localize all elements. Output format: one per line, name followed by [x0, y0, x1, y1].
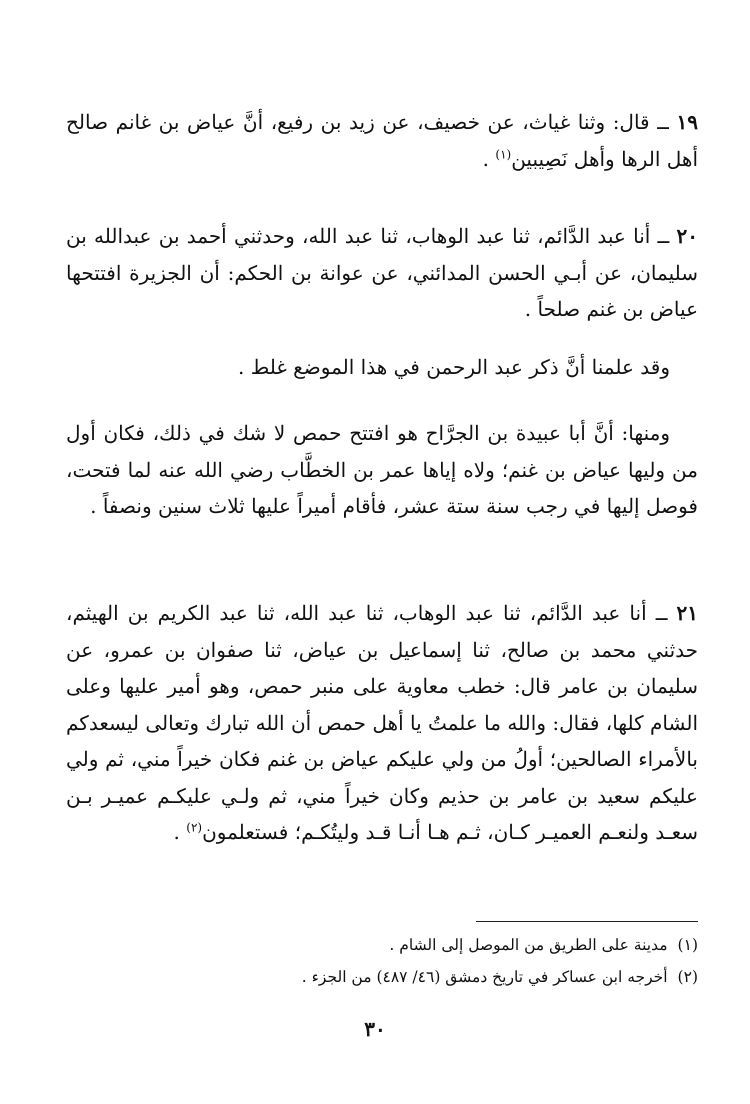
footnote-number: (٢)	[677, 968, 698, 986]
paragraph-21	[66, 595, 698, 851]
footnote-2	[66, 966, 698, 988]
footnote-ref: (١)	[495, 146, 512, 161]
paragraph-text: ومنها: أنَّ أبا عبيدة بن الجرَّاح هو افتتح حمص لا شك في ذلك، فكان أول من وليها عياض بن غنم؛ ولاه إياها عمر بن الخطَّاب رضي الله عنه لما فتحت، فوصل إليها في رجب سنة ستة عشر، فأقام أميراً عليها ثلاث سنين ونصفاً .	[66, 421, 698, 518]
paragraph-text: ــ قال: وثنا غياث، عن خصيف، عن زيد بن رفيع، أنَّ عياض بن غانم صالح أهل الرها وأهل نَصِيبين	[66, 110, 698, 171]
paragraph-end: .	[173, 820, 187, 844]
paragraph-minha	[66, 415, 698, 525]
footnote-1	[66, 934, 698, 956]
paragraph-19	[66, 104, 698, 177]
paragraph-number: ١٩	[676, 110, 698, 134]
paragraph-number: ٢٠	[676, 224, 698, 248]
footnote-ref: (٢)	[186, 820, 203, 835]
page-number: ٣٠	[364, 1017, 386, 1041]
paragraph-number: ٢١	[676, 601, 698, 625]
paragraph-20	[66, 218, 698, 328]
footnote-separator	[476, 921, 698, 922]
footnote-text: أخرجه ابن عساكر في تاريخ دمشق (٤٦/ ٤٨٧) من الجزء .	[301, 968, 668, 986]
footnote-number: (١)	[677, 936, 698, 954]
paragraph-text: ــ أنا عبد الدَّائم، ثنا عبد الوهاب، ثنا عبد الله، ثنا عبد الكريم بن الهيثم، حدثني محمد بن صالح، ثنا إسماعيل بن عياض، ثنا صفوان بن عمرو، عن سليمان بن عامر قال: خطب معاوية على منبر حمص، وهو أمير عليها وعلى الشام كلها، فقال: والله ما علمتُ يا أهل حمص أن الله تبارك وتعالى ليسعدكم بالأمراء الصالحين؛ أولُ من ولي عليكم عياض بن غنم فكان خيراً مني، ثم ولي عليكم سعيد بن عامر بن حذيم وكان خيراً مني، ثم ولـي عليكـم عميـر بـن سعـد ولنعـم العميـر كـان، ثـم هـا أنـا قـد وليتُكـم؛ فستعلمون	[66, 601, 698, 844]
paragraph-text: ــ أنا عبد الدَّائم، ثنا عبد الوهاب، ثنا عبد الله، وحدثني أحمد بن عبدالله بن سليمان، عن أبـي الحسن المدائني، عن عوانة بن الحكم: أن الجزيرة افتتحها عياض بن غنم صلحاً .	[66, 224, 698, 321]
footnote-text: مدينة على الطريق من الموصل إلى الشام .	[389, 936, 668, 954]
paragraph-text: وقد علمنا أنَّ ذكر عبد الرحمن في هذا الموضع غلط .	[238, 355, 670, 379]
paragraph-note	[66, 349, 698, 386]
paragraph-end: .	[482, 146, 496, 171]
